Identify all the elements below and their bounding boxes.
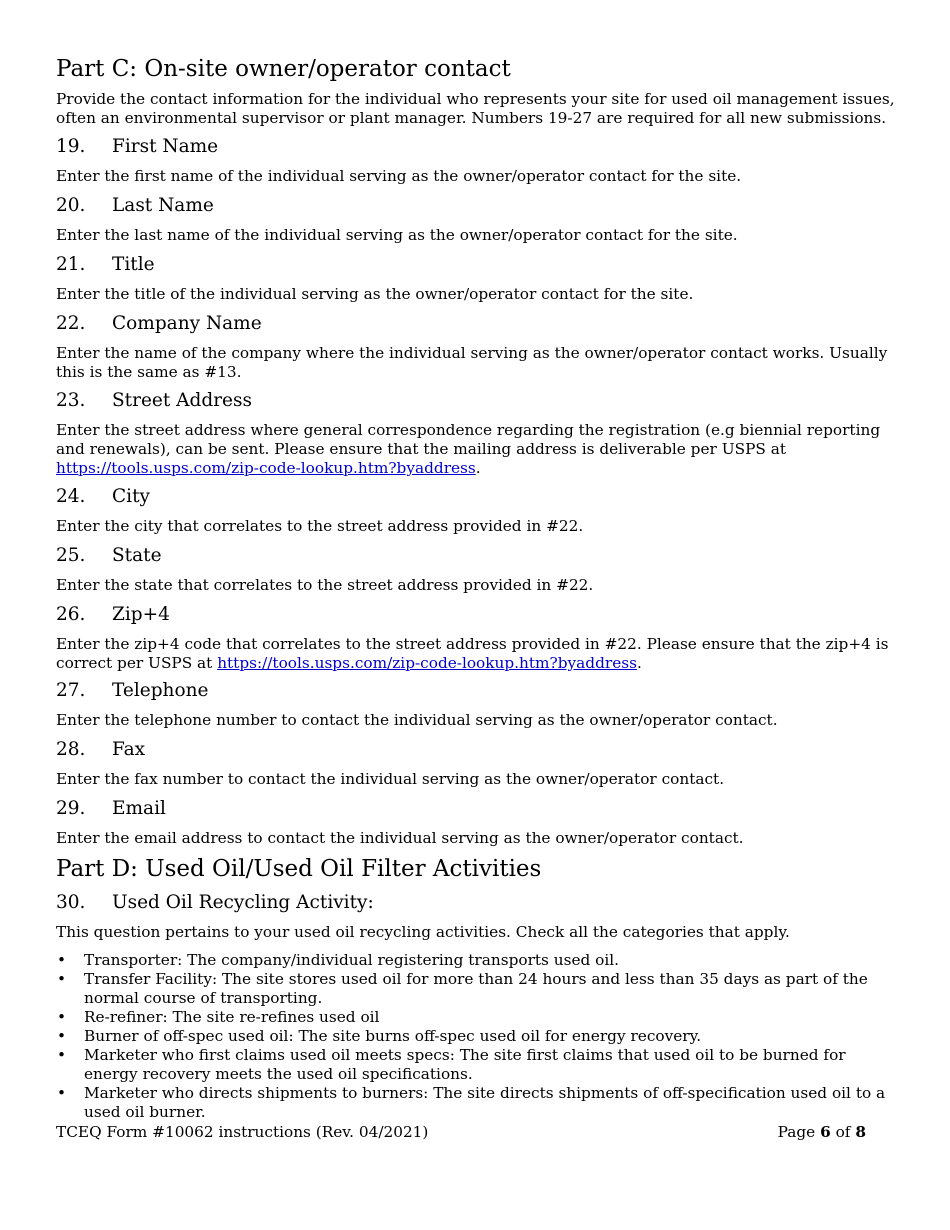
item-21 (56, 252, 898, 304)
item-number: 21. (56, 254, 86, 275)
item-number: 20. (56, 195, 86, 216)
item-heading (56, 484, 898, 510)
item-title: State (112, 545, 162, 566)
item-heading (56, 678, 898, 704)
item-title: Street Address (112, 390, 252, 411)
item-description: Enter the telephone number to contact the individual serving as the owner/operator contact. (56, 711, 778, 729)
item-number: 28. (56, 739, 86, 760)
item-24 (56, 484, 898, 536)
item-description (56, 635, 898, 673)
item-number: 19. (56, 136, 86, 157)
item-text: Enter the zip+4 code that correlates to the street address provided in #22. Please ensure that the zip+4 is correct per USPS at (56, 635, 889, 672)
usps-zip-lookup-link[interactable]: https://tools.usps.com/zip-code-lookup.htm?byaddress (217, 654, 637, 672)
item-title: Title (112, 254, 155, 275)
page-footer (56, 1123, 866, 1141)
item-28 (56, 737, 898, 789)
usps-zip-lookup-link[interactable]: https://tools.usps.com/zip-code-lookup.htm?byaddress (56, 459, 476, 477)
item-title: First Name (112, 136, 219, 157)
item-title: Zip+4 (112, 604, 170, 625)
item-heading (56, 388, 898, 414)
list-item: • Marketer who first claims used oil meets specs: The site first claims that used oil to be burned for energy recovery meets the used oil specifications. (56, 1046, 898, 1084)
part-c-section (56, 54, 898, 128)
item-number: 30. (56, 892, 86, 913)
item-number: 27. (56, 680, 86, 701)
item-heading (56, 311, 898, 337)
list-item: • Transfer Facility: The site stores used oil for more than 24 hours and less than 35 days as part of the normal course of transporting. (56, 970, 898, 1008)
item-23 (56, 388, 898, 478)
item-text-end: . (475, 459, 481, 477)
item-number: 24. (56, 486, 86, 507)
item-27 (56, 678, 898, 730)
item-title: Telephone (112, 680, 209, 701)
item-heading (56, 890, 898, 916)
item-19 (56, 134, 898, 186)
list-item: • Burner of off-spec used oil: The site burns off-spec used oil for energy recovery. (56, 1027, 898, 1046)
part-c-intro: Provide the contact information for the individual who represents your site for used oil management issues, often an environmental supervisor or plant manager. Numbers 19-27 are required for all new submissions. (56, 90, 895, 127)
item-description (56, 421, 898, 478)
item-number: 25. (56, 545, 86, 566)
item-text: Enter the street address where general correspondence regarding the registration (e.g biennial reporting and renewals), can be sent. Please ensure that the mailing address is deliverable per USPS at (56, 421, 881, 458)
item-heading (56, 543, 898, 569)
item-number: 22. (56, 313, 86, 334)
item-22 (56, 311, 898, 382)
item-heading (56, 796, 898, 822)
item-number: 26. (56, 604, 86, 625)
part-c-heading: Part C: On-site owner/operator contact (56, 56, 511, 82)
item-30 (56, 890, 898, 942)
item-25 (56, 543, 898, 595)
part-d-section (56, 854, 898, 884)
current-page: 6 (820, 1123, 831, 1141)
item-description: Enter the email address to contact the individual serving as the owner/operator contact. (56, 829, 744, 847)
item-title: Email (112, 798, 166, 819)
item-description: This question pertains to your used oil recycling activities. Check all the categories that apply. (56, 923, 790, 941)
item-number: 29. (56, 798, 86, 819)
item-description: Enter the title of the individual serving as the owner/operator contact for the site. (56, 285, 694, 303)
item-description: Enter the name of the company where the individual serving as the owner/operator contact works. Usually this is the same as #13. (56, 344, 888, 381)
item-title: Fax (112, 739, 146, 760)
list-item: • Re-refiner: The site re-refines used oil (56, 1008, 898, 1027)
item-text-end: . (636, 654, 642, 672)
item-26 (56, 602, 898, 673)
item-number: 23. (56, 390, 86, 411)
total-pages: 8 (855, 1123, 866, 1141)
page-prefix: Page (777, 1123, 821, 1141)
item-heading (56, 602, 898, 628)
item-title: Used Oil Recycling Activity: (112, 892, 374, 913)
item-description: Enter the last name of the individual serving as the owner/operator contact for the site. (56, 226, 738, 244)
page-number (778, 1123, 866, 1141)
item-description: Enter the state that correlates to the street address provided in #22. (56, 576, 594, 594)
item-heading (56, 193, 898, 219)
item-description: Enter the fax number to contact the individual serving as the owner/operator contact. (56, 770, 725, 788)
item-title: City (112, 486, 150, 507)
item-heading (56, 737, 898, 763)
part-d-heading: Part D: Used Oil/Used Oil Filter Activities (56, 856, 542, 882)
form-reference: TCEQ Form #10062 instructions (Rev. 04/2021) (56, 1123, 429, 1141)
item-29 (56, 796, 898, 848)
list-item: • Transporter: The company/individual registering transports used oil. (56, 951, 898, 970)
page-separator: of (830, 1123, 856, 1141)
list-item: • Marketer who directs shipments to burners: The site directs shipments of off-specification used oil to a used oil burner. (56, 1084, 898, 1122)
item-heading (56, 252, 898, 278)
item-title: Company Name (112, 313, 262, 334)
item-description: Enter the city that correlates to the street address provided in #22. (56, 517, 584, 535)
activity-list (56, 951, 898, 1122)
item-title: Last Name (112, 195, 214, 216)
item-20 (56, 193, 898, 245)
item-description: Enter the first name of the individual serving as the owner/operator contact for the site. (56, 167, 742, 185)
item-heading (56, 134, 898, 160)
